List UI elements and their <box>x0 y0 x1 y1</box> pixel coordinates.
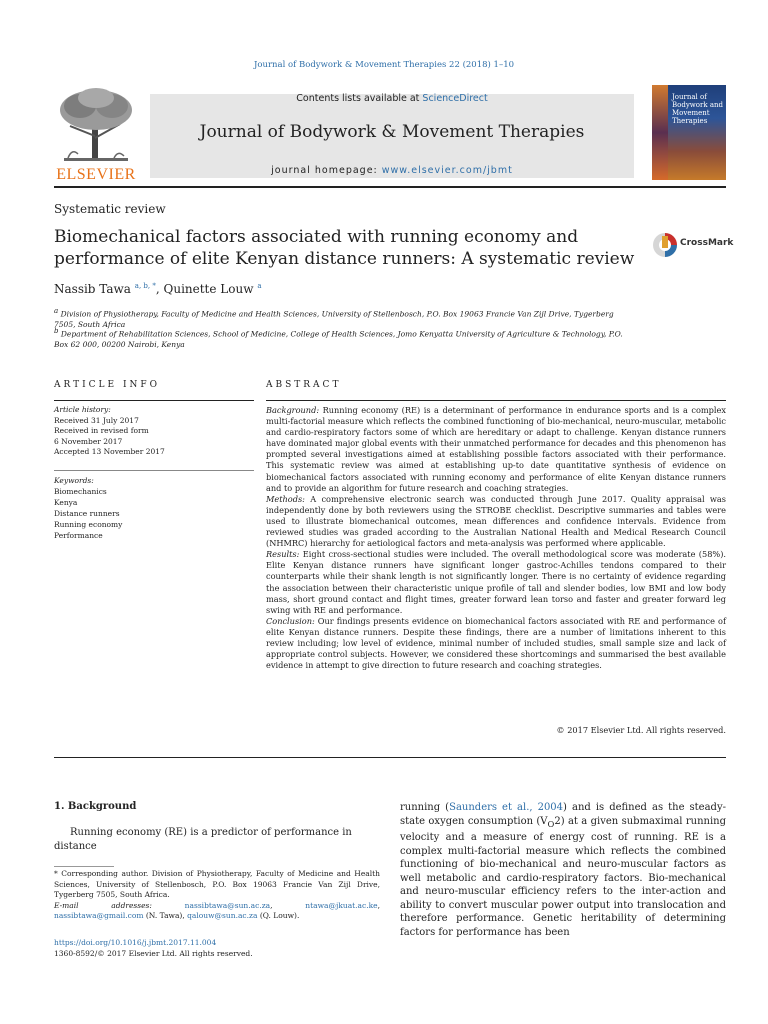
cover-strip <box>652 85 668 180</box>
body-text: ) and is defined as the steady-state oxygen consumption (V <box>400 802 726 827</box>
body-rule <box>54 757 726 758</box>
issn-line: 1360-8592/© 2017 Elsevier Ltd. All rights reserved. <box>54 948 253 958</box>
journal-cover-image[interactable] <box>652 85 726 180</box>
citation-link[interactable]: Saunders et al., 2004 <box>449 802 564 813</box>
author-name[interactable]: Nassib Tawa <box>54 282 131 296</box>
affil-text: Department of Rehabilitation Sciences, School of Medicine, College of Health Sciences, Jomo Kenyatta University of Agriculture & Technology, P.O. Box 62 000, 00200 Nairobi, Kenya <box>54 329 623 349</box>
email-link[interactable]: nassibtawa@sun.ac.za <box>184 900 271 910</box>
abstract-copyright: © 2017 Elsevier Ltd. All rights reserved. <box>556 725 726 735</box>
crossmark-badge[interactable] <box>652 230 732 260</box>
abstract-text: Our findings presents evidence on biomechanical factors associated with RE and performance of elite Kenyan distance runners. Despite these findings, there are a number of limitations inherent to this review including; low level of evidence, minimal number of included studies, small sample size and lack of appropriate control subjects. However, we considered these shortcomings and summarised the best available evidence in attempt to give direction to future research and coaching strategies. <box>266 615 726 671</box>
homepage-prefix: journal homepage: <box>271 165 382 176</box>
abstract-text: A comprehensive electronic search was conducted through June 2017. Quality appraisal was independently done by both reviewers using the STROBE checklist. Descriptive summaries and tables were used to illustrate biomechanical outcomes, mean differences and confidence intervals. Evidence from reviewed studies was graded according to the Australian National Health and Medical Research Council (NHMRC) hierarchy for aetiological factors and meta-analysis was performed where applicable. <box>266 493 726 549</box>
author-list <box>54 282 262 296</box>
abstract-background <box>266 405 726 494</box>
history-item: Accepted 13 November 2017 <box>54 447 165 456</box>
homepage-link[interactable]: www.elsevier.com/jbmt <box>381 165 513 176</box>
article-type: Systematic review <box>54 202 166 216</box>
cover-title: Journal of Bodywork and Movement Therapies <box>672 93 723 125</box>
email-separator: , <box>377 900 380 910</box>
keyword: Kenya <box>54 498 78 507</box>
email-link[interactable]: qalouw@sun.ac.za <box>187 911 258 920</box>
body-text: running ( <box>400 802 450 813</box>
footnote-rule <box>54 866 114 867</box>
email-label: E-mail addresses: <box>54 900 185 910</box>
keyword: Running economy <box>54 520 123 529</box>
abstract-body <box>266 405 726 671</box>
keyword: Performance <box>54 531 103 540</box>
author-separator: , <box>155 282 164 296</box>
article-title: Biomechanical factors associated with running economy and performance of elite Kenyan distance runners: A systematic review <box>54 227 635 269</box>
journal-title: Journal of Bodywork & Movement Therapies <box>199 122 585 142</box>
article-info-heading: ARTICLE INFO <box>54 380 161 390</box>
keywords-rule <box>54 470 254 471</box>
homepage-line <box>150 165 634 176</box>
email-owner: (Q. Louw). <box>257 911 300 920</box>
author-affil-sup[interactable]: a, b, * <box>134 282 156 290</box>
affil-marker: b <box>54 327 59 335</box>
publisher-wordmark: ELSEVIER <box>56 166 136 183</box>
email-owner: (N. Tawa), <box>143 911 188 920</box>
history-item: Received in revised form <box>54 426 149 435</box>
body-paragraph-right <box>400 801 726 939</box>
crossmark-label: CrossMark <box>680 238 734 248</box>
history-item: 6 November 2017 <box>54 436 123 446</box>
header-rule <box>54 186 726 188</box>
keyword: Biomechanics <box>54 487 107 496</box>
body-paragraph-left: Running economy (RE) is a predictor of performance in distance <box>54 827 352 852</box>
abstract-label: Background: <box>266 405 320 415</box>
doi-link[interactable]: https://doi.org/10.1016/j.jbmt.2017.11.004 <box>54 938 217 947</box>
abstract-label: Conclusion: <box>266 615 315 626</box>
history-item: Received 31 July 2017 <box>54 415 139 425</box>
contents-line <box>150 93 634 104</box>
doi-block <box>54 938 253 959</box>
section-heading: 1. Background <box>54 801 137 812</box>
abstract-conclusion <box>266 616 726 671</box>
abstract-heading: ABSTRACT <box>266 380 342 390</box>
affil-text: Division of Physiotherapy, Faculty of Medicine and Health Sciences, University of Stellenbosch, P.O. Box 19063 Francie Van Zijl Drive, Tygerberg 7505, South Africa <box>54 309 614 329</box>
contents-prefix: Contents lists available at <box>296 93 423 104</box>
affil-marker: a <box>54 307 59 315</box>
abstract-text: Eight cross-sectional studies were included. The overall methodological score was moderate (58%). Elite Kenyan distance runners have significant longer gastroc-Achilles tendons compared to their counterparts while their shank length is not significantly longer. There is no certainty of evidence regarding the association between their characteristic unique profile of tall and slender bodies, low BMI and low body mass, short ground contact and flight times, greater forward lean torso and faster and greater forward leg swing with RE and performance. <box>266 549 726 615</box>
abstract-results <box>266 549 726 616</box>
crossmark-icon <box>652 230 678 260</box>
footnote-text: * Corresponding author. Division of Physiotherapy, Faculty of Medicine and Health Sciences, University of Stellenbosch, P.O. Box 19063 Francie Van Zijl Drive, Tygerberg 7505, South Africa. <box>54 869 380 899</box>
author-affil-sup[interactable]: a <box>257 282 262 290</box>
subscript: O <box>547 818 555 829</box>
email-link[interactable]: nassibtawa@gmail.com <box>54 911 144 920</box>
corresponding-footnote <box>54 869 380 922</box>
article-history <box>54 405 254 458</box>
abstract-methods <box>266 494 726 549</box>
history-label: Article history: <box>54 405 111 414</box>
keyword: Distance runners <box>54 509 120 518</box>
keywords-block <box>54 475 254 541</box>
running-head[interactable]: Journal of Bodywork & Movement Therapies 22 (2018) 1–10 <box>253 60 515 70</box>
email-separator: , <box>270 900 306 910</box>
abstract-label: Methods: <box>266 493 305 504</box>
keywords-label: Keywords: <box>54 476 94 485</box>
sciencedirect-link[interactable]: ScienceDirect <box>422 93 488 104</box>
abstract-rule <box>266 400 726 401</box>
body-text: 2) at a given submaximal running velocity and a measure of energy cost of running. RE is a complex multi-factorial measure which reflects the combined functioning of bio-mechanical and neuro-muscular factors as well metabolic and cardio-respiratory factors. Bio-mechanical and neuro-muscular efficiency refers to the inter-action and ability to convert muscular power output into translocation and therefore performance. Genetic heritability of determining factors for performance has been <box>400 815 726 938</box>
author-name[interactable]: Quinette Louw <box>163 282 254 296</box>
article-info-rule <box>54 400 254 401</box>
abstract-text: Running economy (RE) is a determinant of performance in endurance sports and is a complex multi-factorial measure which reflects the combined functioning of bio-mechanical, neuro-muscular, metabolic and cardio-respiratory factors some of which are hereditary or adapt to challenge. Kenyan distance runners have dominated major global events with their unmatched performance for decades and this phenomenon has prompted several investigations aimed at establishing possible factors associated with their performance. This systematic review was aimed at establishing up-to date quantitative synthesis of evidence on biomechanical factors associated with running economy and performance of elite Kenyan distance runners and to provide an algorithm for future research and coaching strategies. <box>266 405 726 493</box>
abstract-label: Results: <box>266 549 300 560</box>
affiliation-b <box>54 326 634 350</box>
email-link[interactable]: ntawa@jkuat.ac.ke <box>305 900 378 910</box>
